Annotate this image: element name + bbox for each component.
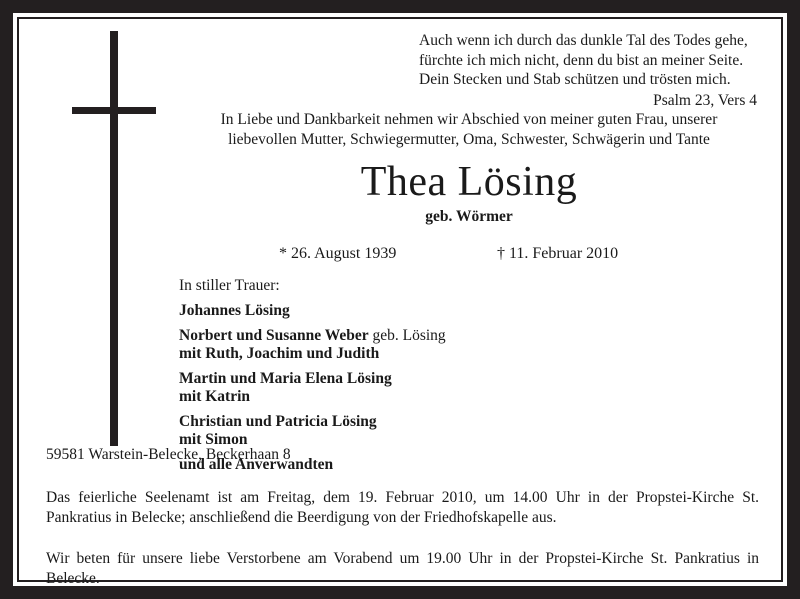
intro-text <box>179 110 759 150</box>
mourner-name-text: Johannes Lösing <box>179 302 290 319</box>
vigil-details: Wir beten für unsere liebe Verstorbene am Vorabend um 19.00 Uhr in der Propstei-Kirche St. Pankratius in Belecke. <box>46 550 759 587</box>
mourner-group <box>179 302 599 320</box>
cross-upright <box>110 31 118 446</box>
mourner-name <box>179 413 599 431</box>
mourner-name-text: Norbert und Susanne Weber <box>179 327 369 344</box>
mourner-group <box>179 327 599 363</box>
intro-line-1: In Liebe und Dankbarkeit nehmen wir Abschied von meiner guten Frau, unserer <box>220 111 718 128</box>
mourners-closing: und alle Anverwandten <box>179 456 334 473</box>
mourner-name <box>179 302 599 320</box>
mourning-border-rule <box>17 17 783 587</box>
psalm-line-3: Dein Stecken und Stab schützen und trösten mich. <box>419 71 731 88</box>
mourning-border-gap <box>13 13 787 586</box>
mourner-name <box>179 370 599 388</box>
psalm-line-2: fürchte ich mich nicht, denn du bist an meiner Seite. <box>419 51 744 69</box>
deceased-name: Thea Lösing <box>360 159 578 205</box>
psalm-line-1: Auch wenn ich durch das dunkle Tal des Todes gehe, <box>419 32 748 49</box>
latin-cross-icon <box>47 31 137 446</box>
life-dates <box>179 245 759 263</box>
cross-crossbar <box>72 107 156 114</box>
mourner-name <box>179 327 599 345</box>
mourner-group <box>179 413 599 449</box>
psalm-verse <box>419 31 757 110</box>
family-address: 59581 Warstein-Belecke, Beckerhaan 8 <box>46 446 291 463</box>
funeral-service-details: Das feierliche Seelenamt ist am Freitag, dem 19. Februar 2010, um 14.00 Uhr in der Propstei-Kirche St. Pankratius in Belecke; anschließend die Beerdigung von der Friedhofskapelle aus. <box>46 489 759 526</box>
mourner-children: mit Katrin <box>179 388 251 405</box>
psalm-attribution: Psalm 23, Vers 4 <box>653 91 757 109</box>
notice-sheet <box>19 19 781 587</box>
deceased-maiden-name: geb. Wörmer <box>425 208 513 225</box>
mourner-children: mit Ruth, Joachim und Judith <box>179 345 380 362</box>
mourners-heading: In stiller Trauer: <box>179 277 280 294</box>
mourner-name-text: Christian und Patricia Lösing <box>179 413 377 430</box>
mourners-list <box>179 274 599 474</box>
intro-line-2: liebevollen Mutter, Schwiegermutter, Oma, Schwester, Schwägerin und Tante <box>228 131 710 148</box>
death-date: † 11. Februar 2010 <box>497 245 619 262</box>
notice-footer <box>46 445 759 589</box>
mourner-group <box>179 370 599 406</box>
deceased-name-block <box>179 159 759 228</box>
birth-date: * 26. August 1939 <box>279 245 397 262</box>
mourner-name-text: Martin und Maria Elena Lösing <box>179 370 392 387</box>
mourner-children: mit Simon <box>179 431 248 448</box>
mourner-name-suffix: geb. Lösing <box>368 327 446 344</box>
